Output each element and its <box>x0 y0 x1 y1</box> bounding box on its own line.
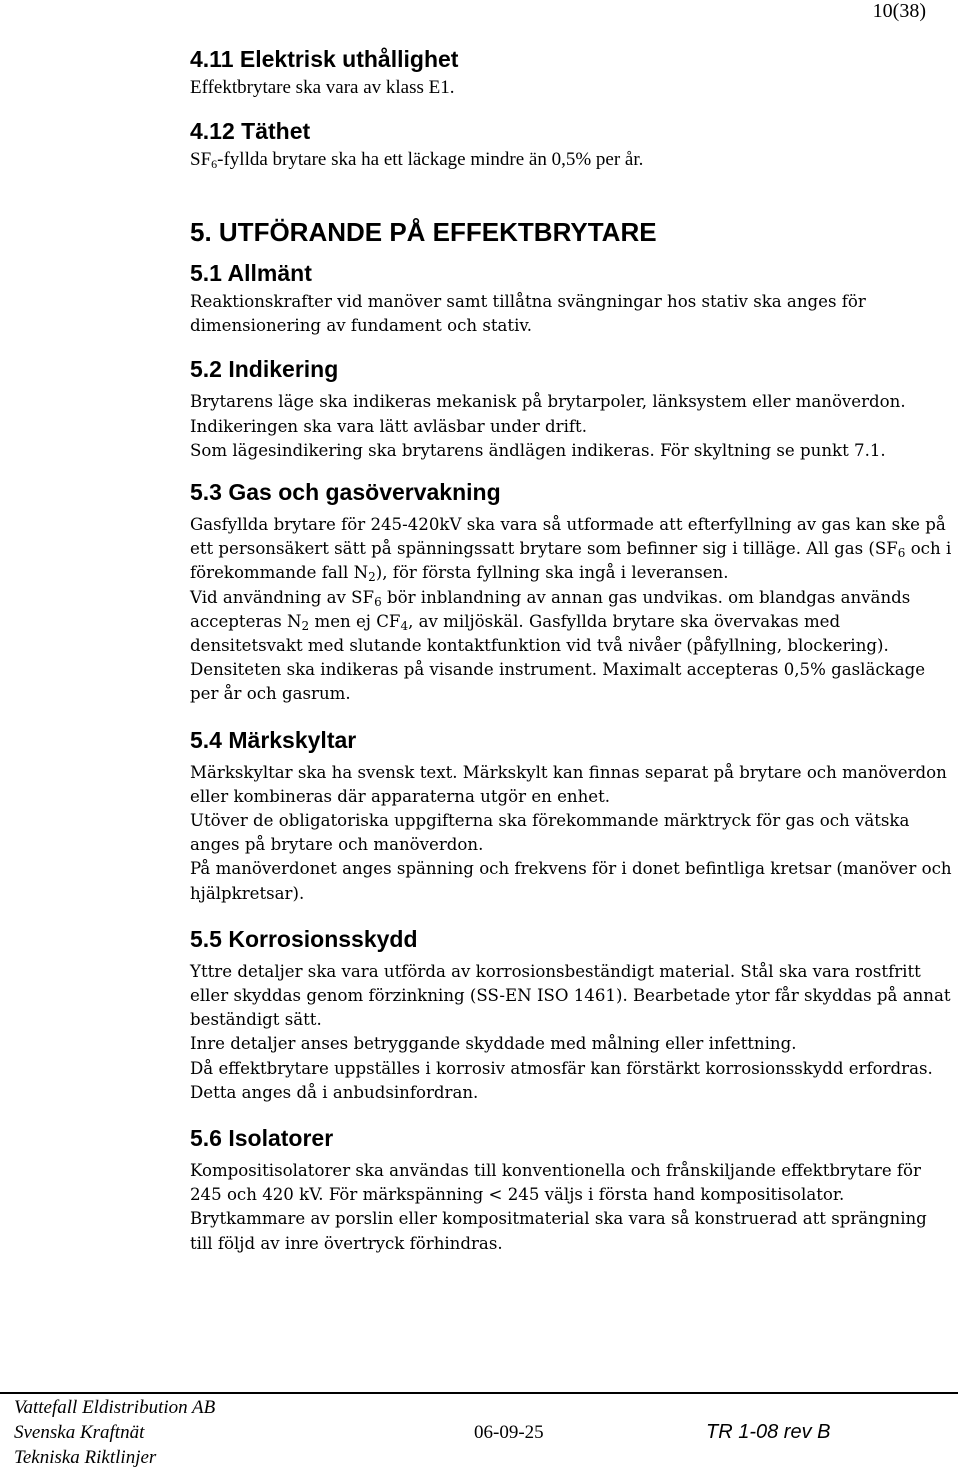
section-5-3 <box>190 475 952 707</box>
footer-company: Vattefall Eldistribution AB <box>14 1397 216 1418</box>
paragraph: Märkskyltar ska ha svensk text. Märkskylt kan finnas separat på brytare och manöverdon eller kombineras där apparaterna utgör en enhet. <box>190 762 947 806</box>
document-body <box>190 42 952 1274</box>
paragraph <box>190 586 952 707</box>
section-5-2 <box>190 352 952 463</box>
paragraph <box>190 513 952 586</box>
subscript: 6 <box>374 594 382 609</box>
text-run: bör inblandning av annan gas undvikas. om blandgas används accepteras N <box>190 587 911 631</box>
text-run: , av miljöskäl. Gasfyllda brytare ska övervakas med densitetsvakt med slutande kontaktfunktion vid två nivåer (påfyllning, blockering). Densiteten ska indikeras på visande instrument. Maximalt accepteras 0,5% gasläckage per år och gasrum. <box>190 611 926 704</box>
footer-company-2: Svenska Kraftnät <box>14 1422 145 1443</box>
section-heading: 5.6 Isolatorer <box>190 1125 334 1152</box>
paragraph: På manöverdonet anges spänning och frekvens för i donet befintliga kretsar (manöver och hjälpkretsar). <box>190 859 952 903</box>
page-number: 10(38) <box>872 0 926 22</box>
section-5-4 <box>190 723 952 906</box>
subscript: 6 <box>211 157 218 171</box>
subscript: 4 <box>400 618 409 633</box>
footer-row <box>14 1395 944 1420</box>
section-4-12 <box>190 114 952 172</box>
section-5-6 <box>190 1121 952 1256</box>
paragraph: Utöver de obligatoriska uppgifterna ska förekommande märktryck för gas och vätska anges på brytare och manöverdon. <box>190 811 910 855</box>
section-text: Reaktionskrafter vid manöver samt tillåtna svängningar hos stativ ska anges för dimensionering av fundament och stativ. <box>190 292 866 336</box>
footer-series: Tekniska Riktlinjer <box>14 1447 157 1468</box>
paragraph: Som lägesindikering ska brytarens ändlägen indikeras. För skyltning se punkt 7.1. <box>190 440 886 460</box>
text-run: SF <box>190 149 212 170</box>
text-run: Gasfyllda brytare för 245-420kV ska vara så utformade att efterfyllning av gas kan ske på ett personsäkert sätt på spänningssatt brytare som befinner sig i tilläge. All gas (SF <box>190 515 946 559</box>
text-run: men ej CF <box>309 611 401 631</box>
footer-row <box>14 1445 944 1470</box>
section-heading: 5.1 Allmänt <box>190 260 312 286</box>
subscript: 6 <box>897 546 906 561</box>
page-footer <box>14 1395 944 1470</box>
section-heading: 4.11 Elektrisk uthållighet <box>190 46 459 72</box>
chapter-5 <box>190 212 952 252</box>
text-run: Vid användning av SF <box>190 587 375 607</box>
paragraph: Brytarens läge ska indikeras mekanisk på brytarpoler, länksystem eller manöverdon. Indikeringen ska vara lätt avläsbar under drift. <box>190 392 906 436</box>
text-run: -fyllda brytare ska ha ett läckage mindre än 0,5% per år. <box>217 149 644 170</box>
section-heading: 4.12 Täthet <box>190 118 311 144</box>
footer-divider <box>0 1392 958 1394</box>
section-heading: 5.5 Korrosionsskydd <box>190 925 418 952</box>
subscript: 2 <box>368 570 376 585</box>
paragraph: Kompositisolatorer ska användas till konventionella och frånskiljande effektbrytare för 245 och 420 kV. För märkspänning < 245 väljs i första hand kompositisolator. Brytkammare av porslin eller kompositmaterial ska vara så konstruerad att sprängning till följd av inre övertryck förhindras. <box>190 1161 927 1253</box>
footer-document-id: TR 1-08 rev B <box>706 1421 831 1443</box>
section-5-5 <box>190 922 952 1105</box>
paragraph: Inre detaljer anses betryggande skyddade med målning eller infettning. <box>190 1034 797 1054</box>
footer-date: 06-09-25 <box>474 1422 544 1443</box>
subscript: 2 <box>301 618 310 633</box>
chapter-heading: 5. UTFÖRANDE PÅ EFFEKTBRYTARE <box>190 217 657 247</box>
section-heading: 5.3 Gas och gasövervakning <box>190 479 501 506</box>
footer-row <box>14 1420 944 1445</box>
paragraph: Yttre detaljer ska vara utförda av korrosionsbeständigt material. Stål ska vara rostfritt eller skyddas genom förzinkning (SS-EN ISO 1461). Bearbetade ytor får skyddas på annat beständigt sätt. <box>190 961 951 1030</box>
text-run: och i förekommande fall N <box>190 539 952 583</box>
section-heading: 5.4 Märkskyltar <box>190 726 357 753</box>
text-run: ), för första fyllning ska ingå i leveransen. <box>375 563 729 583</box>
section-5-1 <box>190 256 952 338</box>
section-heading: 5.2 Indikering <box>190 356 339 383</box>
section-text <box>190 148 952 172</box>
section-4-11 <box>190 42 952 100</box>
paragraph: Då effektbrytare uppställes i korrosiv atmosfär kan förstärkt korrosionsskydd erfordras. Detta anges då i anbudsinfordran. <box>190 1058 933 1102</box>
section-text: Effektbrytare ska vara av klass E1. <box>190 77 455 98</box>
